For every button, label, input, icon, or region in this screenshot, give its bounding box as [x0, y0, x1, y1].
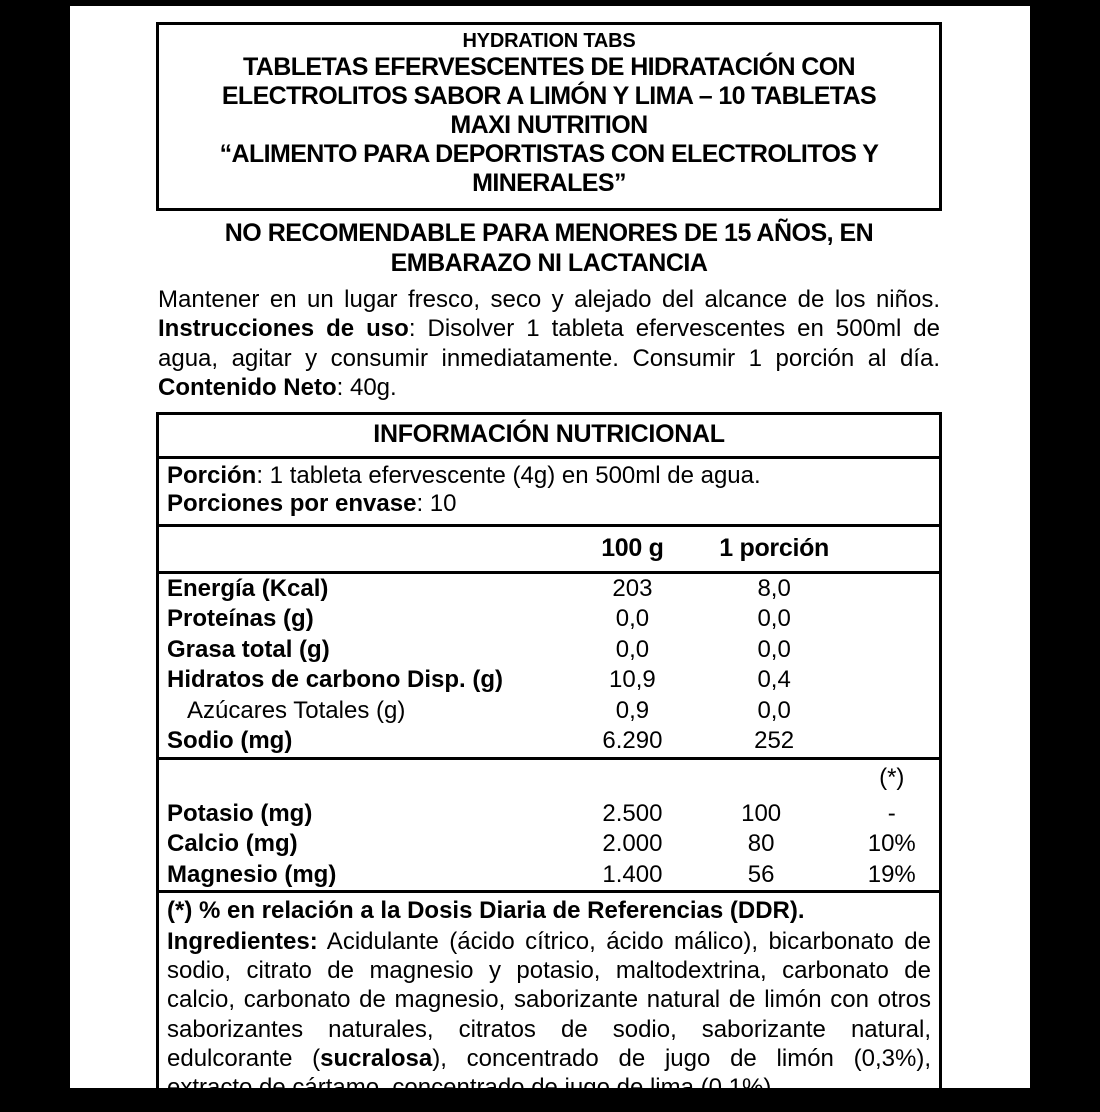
serving-value: : 1 tableta efervescente (4g) en 500ml de agua. — [256, 462, 761, 490]
macro-per-serving: 0,0 — [757, 696, 791, 724]
macro-ddr-empty — [844, 696, 939, 727]
macro-row — [159, 574, 939, 605]
mineral-ddr-percent: - — [887, 799, 896, 827]
macro-name: Energía (Kcal) — [167, 574, 329, 602]
mineral-name: Magnesio (mg) — [167, 860, 337, 888]
macro-row — [159, 635, 939, 666]
column-header-per-100g: 100 g — [601, 533, 664, 562]
macro-per-100g: 0,0 — [615, 605, 650, 633]
ingredients-text — [167, 927, 931, 1103]
mineral-ddr-percent: 19% — [867, 860, 916, 888]
macro-row — [159, 726, 939, 757]
product-claim-line-2: MINERALES” — [472, 169, 626, 197]
mineral-row — [159, 860, 939, 891]
ingredients-part-1: Acidulante (ácido cítrico, ácido málico), bicarbonato de sodio, citrato de magnesio y potasio, maltodextrina, carbonato de calcio, carbonato de magnesio, saborizante natural de limón con otros saborizantes naturales, citratos de sodio, saborizante natural, edulcorante ( — [167, 927, 931, 1073]
macro-name: Azúcares Totales (g) — [187, 696, 406, 724]
age-pregnancy-warning — [156, 219, 942, 278]
macro-name: Hidratos de carbono Disp. (g) — [167, 666, 504, 694]
macro-name: Sodio (mg) — [167, 727, 293, 755]
minerals-table — [159, 760, 939, 890]
mineral-per-serving: 56 — [747, 860, 775, 888]
column-header-spacer — [159, 527, 561, 571]
macro-per-100g: 10,9 — [609, 666, 656, 694]
nutrition-facts-box — [156, 412, 942, 1111]
macro-name: Proteínas (g) — [167, 605, 314, 633]
macro-ddr-empty — [844, 726, 939, 757]
minerals-ddr-header-row — [159, 760, 939, 799]
mineral-row — [159, 829, 939, 860]
ingredients-label: Ingredientes: — [167, 927, 318, 955]
macro-per-serving: 0,4 — [757, 666, 791, 694]
macro-ddr-empty — [844, 635, 939, 666]
nutrition-title: INFORMACIÓN NUTRICIONAL — [373, 420, 725, 449]
macro-per-100g: 0,0 — [615, 635, 650, 663]
storage-text: Mantener en un lugar fresco, seco y alejado del alcance de los niños. — [158, 286, 940, 313]
product-title-box — [156, 22, 942, 211]
instructions-label: Instrucciones de uso — [158, 315, 409, 343]
ingredients-part-2: ), concentrado de jugo de limón (0,3%), extracto de cártamo, concentrado de jugo de lima (0,1%). — [167, 1045, 931, 1102]
label-content-column — [156, 6, 942, 1112]
net-content-value: : 40g. — [336, 373, 397, 401]
macro-per-100g: 0,9 — [615, 696, 650, 724]
minerals-header-portion-spacer — [704, 760, 845, 799]
serving-label: Porción — [167, 462, 257, 490]
servings-per-container-value: : 10 — [416, 490, 457, 518]
nutrition-label-sheet — [70, 6, 1030, 1102]
ingredients-block — [159, 893, 939, 1108]
macro-row — [159, 604, 939, 635]
warning-line-2: EMBARAZO NI LACTANCIA — [390, 248, 708, 277]
macro-name: Grasa total (g) — [167, 635, 330, 663]
macro-per-100g: 203 — [612, 574, 653, 602]
ingredients-highlight-sucralosa: sucralosa — [320, 1045, 433, 1073]
product-name-line-2: ELECTROLITOS SABOR A LIMÓN Y LIMA – 10 TABLETAS — [221, 82, 877, 110]
column-header-row — [159, 527, 939, 574]
mineral-per-100g: 2.500 — [602, 799, 663, 827]
ingredients-row — [159, 893, 939, 1108]
warning-line-1: NO RECOMENDABLE PARA MENORES DE 15 AÑOS, EN — [224, 219, 874, 247]
servings-per-container-line — [167, 490, 931, 518]
mineral-per-serving: 80 — [747, 830, 775, 858]
mineral-name: Calcio (mg) — [167, 830, 298, 858]
ddr-footnote: (*) % en relación a la Dosis Diaria de Referencias (DDR). — [167, 897, 805, 925]
mineral-per-100g: 1.400 — [602, 860, 663, 888]
macro-ddr-empty — [844, 604, 939, 635]
servings-per-container-label: Porciones por envase — [167, 490, 417, 518]
macro-per-serving: 252 — [754, 727, 795, 755]
macro-per-serving: 8,0 — [757, 574, 791, 602]
minerals-header-spacer — [159, 760, 561, 799]
serving-info-row — [159, 459, 939, 527]
product-claim-line-1: “ALIMENTO PARA DEPORTISTAS CON ELECTROLITOS Y — [219, 140, 879, 168]
minerals-header-ddr: (*) — [879, 763, 905, 791]
macronutrients-row — [159, 574, 939, 760]
instructions-text: : Disolver 1 tableta efervescentes en 500ml de agua, agitar y consumir inmediatamente. Consumir 1 porción al día. — [158, 315, 941, 372]
mineral-name: Potasio (mg) — [167, 799, 313, 827]
minerals-row — [159, 760, 939, 893]
serving-info-block — [159, 459, 939, 524]
macro-per-serving: 0,0 — [757, 605, 791, 633]
mineral-per-100g: 2.000 — [602, 830, 663, 858]
product-manufacturer: MAXI NUTRITION — [450, 111, 648, 139]
mineral-row — [159, 799, 939, 830]
serving-size-line — [167, 462, 931, 490]
mineral-per-serving: 100 — [741, 799, 782, 827]
net-content-label: Contenido Neto — [158, 373, 337, 401]
column-header-per-serving: 1 porción — [719, 533, 830, 562]
storage-and-usage-paragraph — [156, 285, 942, 402]
column-header-table — [159, 527, 939, 571]
nutrition-title-row — [159, 415, 939, 459]
macro-row — [159, 665, 939, 696]
product-brand-line: HYDRATION TABS — [462, 30, 636, 52]
minerals-header-100g-spacer — [561, 760, 704, 799]
macro-ddr-empty — [844, 574, 939, 605]
product-name-line-1: TABLETAS EFERVESCENTES DE HIDRATACIÓN CON — [242, 53, 855, 81]
mineral-ddr-percent: 10% — [867, 830, 916, 858]
macro-per-100g: 6.290 — [602, 727, 663, 755]
column-header-ddr-spacer — [844, 527, 939, 571]
macro-per-serving: 0,0 — [757, 635, 791, 663]
macro-row — [159, 696, 939, 727]
macro-ddr-empty — [844, 665, 939, 696]
macronutrients-table — [159, 574, 939, 757]
